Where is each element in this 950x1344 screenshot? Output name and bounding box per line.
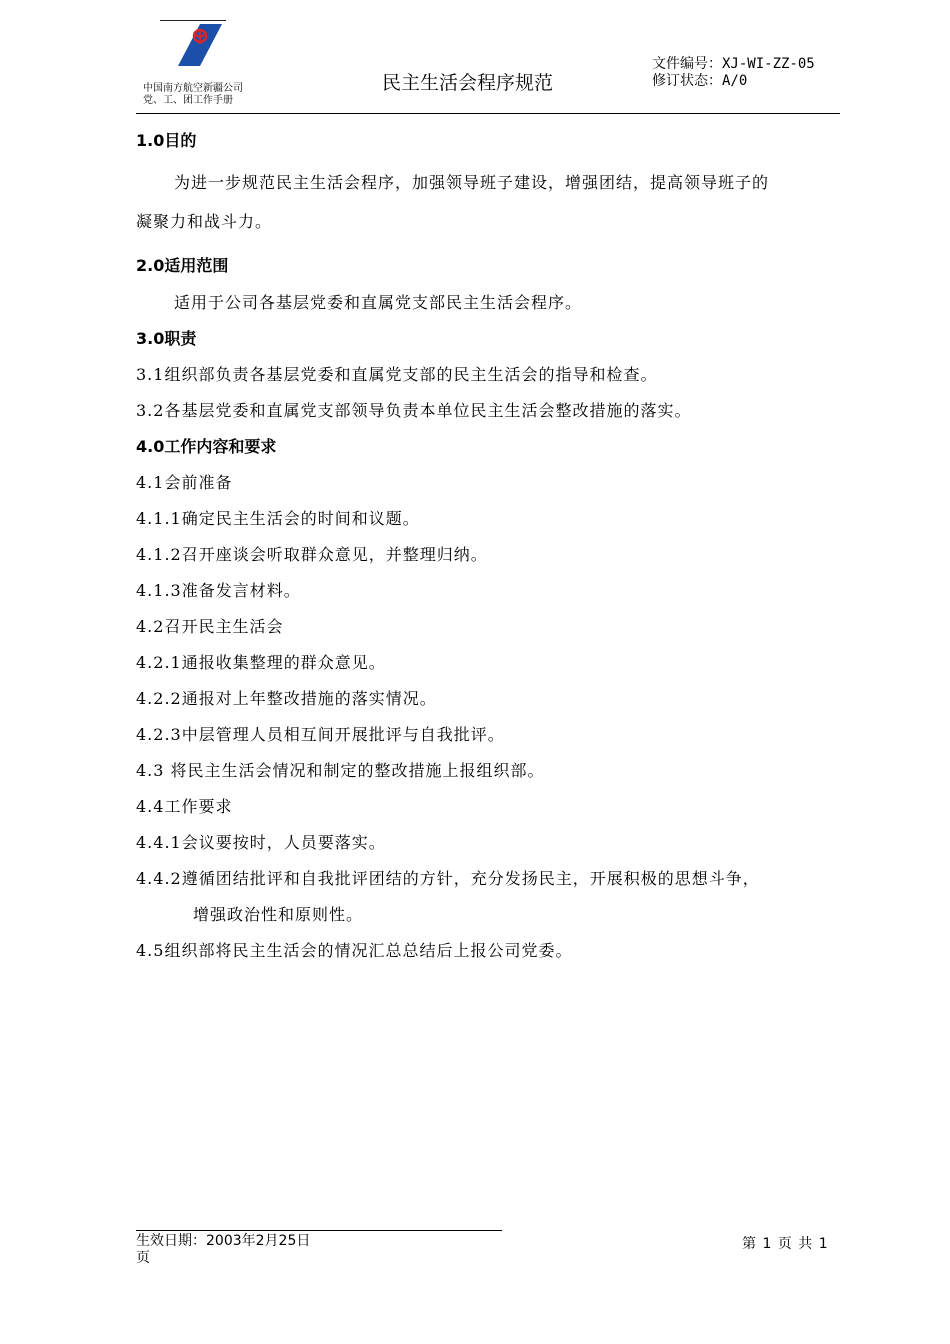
company-line-1: 中国南方航空新疆公司 [143,83,243,94]
document-title: 民主生活会程序规范 [382,72,554,94]
header-divider [136,113,840,114]
document-meta [652,56,815,90]
revision-value: A/0 [722,73,748,89]
effective-date: 生效日期：2003年2月25日 [136,1233,311,1249]
section-4-2-2: 4.2.2通报对上年整改措施的落实情况。 [136,689,437,708]
section-4-4: 4.4工作要求 [136,797,233,816]
section-2-title: 2.0适用范围 [136,256,229,275]
section-4-2-1: 4.2.1通报收集整理的群众意见。 [136,653,386,672]
section-3-title: 3.0职责 [136,329,197,348]
section-4-title: 4.0工作内容和要求 [136,437,277,456]
section-1-text-b: 凝聚力和战斗力。 [136,212,273,231]
file-no-value: XJ-WI-ZZ-05 [722,56,815,72]
company-name [143,83,243,107]
document-body [136,128,848,961]
section-4-1-1: 4.1.1确定民主生活会的时间和议题。 [136,509,420,528]
section-4-3: 4.3 将民主生活会情况和制定的整改措施上报组织部。 [136,761,545,780]
section-4-1: 4.1会前准备 [136,473,233,492]
section-4-1-3: 4.1.3准备发言材料。 [136,581,301,600]
section-3-2: 3.2各基层党委和直属党支部领导负责本单位民主生活会整改措施的落实。 [136,401,692,420]
airline-logo-icon [160,18,228,68]
company-line-2: 党、工、团工作手册 [143,95,233,106]
footer-effective [136,1233,366,1267]
page-info: 第 1 页 共 1 [742,1236,829,1252]
section-4-5: 4.5组织部将民主生活会的情况汇总总结后上报公司党委。 [136,941,573,960]
section-4-2: 4.2召开民主生活会 [136,617,284,636]
section-1-text-a: 为进一步规范民主生活会程序，加强领导班子建设，增强团结，提高领导班子的 [174,173,770,192]
section-2-text: 适用于公司各基层党委和直属党支部民主生活会程序。 [174,293,583,312]
file-no-label: 文件编号： [652,56,722,72]
section-3-1: 3.1组织部负责各基层党委和直属党支部的民主生活会的指导和检查。 [136,365,658,384]
section-4-4-2-a: 4.4.2遵循团结批评和自我批评团结的方针，充分发扬民主，开展积极的思想斗争， [136,869,760,888]
section-4-4-1: 4.4.1会议要按时，人员要落实。 [136,833,386,852]
page-info-continuation: 页 [136,1250,150,1266]
section-4-2-3: 4.2.3中层管理人员相互间开展批评与自我批评。 [136,725,505,744]
section-4-1-2: 4.1.2召开座谈会听取群众意见，并整理归纳。 [136,545,488,564]
section-1-title: 1.0目的 [136,131,197,150]
section-4-4-2-b: 增强政治性和原则性。 [193,905,364,924]
revision-label: 修订状态： [652,73,722,89]
footer-divider [136,1230,502,1231]
